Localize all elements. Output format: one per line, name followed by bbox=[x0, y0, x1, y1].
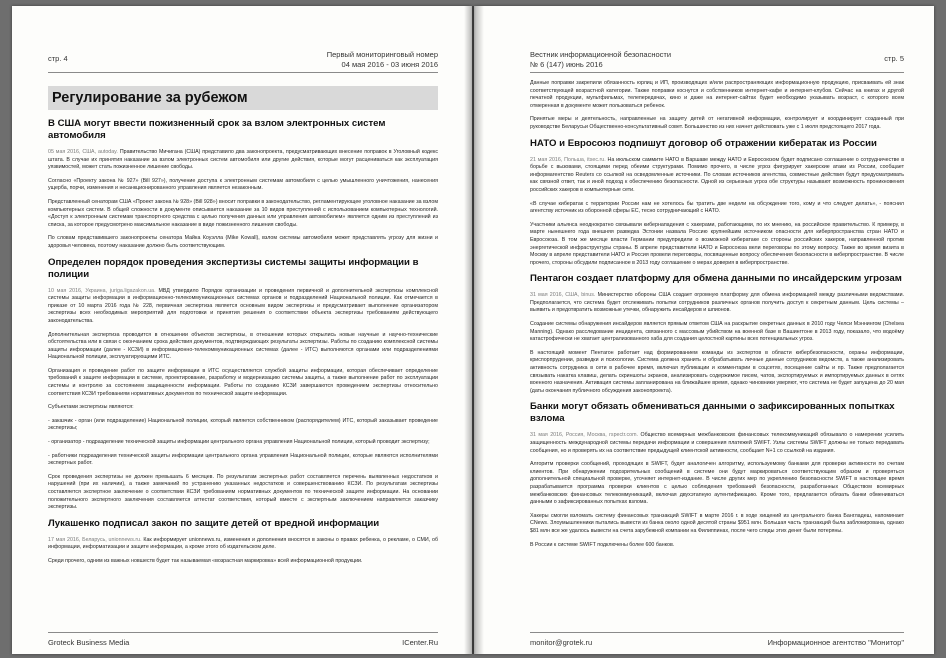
article-text: Создание системы обнаружения инсайдеров является прямым ответом США на раскрытие секретных данных в 2010 году Челси Мэннингом (Chelsea Manning). Однако расследование инцидента, связанного с массовым убийством на военной базе в Вашингтоне в 2013 году, показало, что водоёму катастрофически не хватает централизованного хаба для создания целостной картины всех потенциальных угроз. bbox=[530, 321, 904, 343]
right-page-inner bbox=[530, 6, 904, 654]
article-source-line: 31 мая 2016, США, binus. bbox=[530, 292, 596, 299]
article-paragraph bbox=[48, 199, 438, 229]
article-paragraph bbox=[530, 222, 904, 268]
article-paragraph bbox=[48, 332, 438, 362]
left-articles bbox=[48, 118, 438, 566]
article bbox=[48, 118, 438, 251]
section-title: Регулирование за рубежом bbox=[48, 86, 438, 110]
article bbox=[530, 138, 904, 268]
article-title: В США могут ввести пожизненный срок за взлом электронных систем автомобиля bbox=[48, 118, 386, 141]
page-number-right: стр. 5 bbox=[884, 54, 904, 63]
right-page bbox=[474, 6, 934, 654]
article-paragraph bbox=[530, 157, 904, 195]
right-page-header bbox=[530, 46, 904, 74]
article-text: - организатор - подразделение технической защиты информации центрального органа управления Национальной полиции, который проводит экспертизу; bbox=[48, 439, 430, 446]
right-header-rule bbox=[530, 72, 904, 73]
left-page-inner bbox=[48, 6, 438, 654]
article-text: Дополнительная экспертиза проводится в отношении объектов экспертизы, в отношении которых открылись новые научные и научно-технические обстоятельства или в связи с окончанием срока действия документов, подтверждающих результаты экспертизы. Работы по созданию комплексной системы защиты информации (далее - КСЗИ) в информационно-телекоммуникационных системах (далее - ИТС) выполняются органами или подразделениями Национальной полиции, эксплуатирующими ИТС. bbox=[48, 331, 438, 361]
footer-site: ICenter.Ru bbox=[402, 638, 438, 647]
article-text: В России к системе SWIFT подключены более 600 банков. bbox=[530, 541, 675, 548]
article bbox=[530, 401, 904, 549]
article bbox=[530, 273, 904, 395]
right-intro bbox=[530, 80, 904, 132]
left-header-rule bbox=[48, 72, 438, 73]
footer-publisher: Groteck Business Media bbox=[48, 638, 130, 647]
left-header-line1: Первый мониторинговый номер bbox=[326, 50, 438, 59]
right-header-line1: Вестник информационной безопасности bbox=[530, 50, 672, 59]
left-page-header bbox=[48, 46, 438, 74]
right-page-content bbox=[530, 80, 904, 620]
article-source-line: 17 мая 2016, Беларусь, unionnews.ru. bbox=[48, 536, 142, 543]
article-title: НАТО и Евросоюз подпишут договор об отражении кибератак из России bbox=[530, 137, 877, 149]
right-page-footer bbox=[530, 632, 904, 652]
article-text: Министерство обороны США создает огромную платформу для обмена информацией между различными ведомствами. Предполагается, что система будет отслеживать попытки сотрудников различных органов получить доступ к секретным данным. Цель системы – выявить и предотвратить возможные утечки, обнаружить инсайдеров и шпионов. bbox=[530, 292, 904, 314]
article-paragraph bbox=[48, 418, 438, 433]
article-text: На июльском саммите НАТО в Варшаве между НАТО и Евросоюзом будет подписано соглашение о сотрудничестве в борьбе с вызовами, стоящими перед обеими структурами. Помимо прочего, в числе угроз фигурирует хакерские атаки из России, сообщает информагентство Reuters со ссылкой на осведомленные источники. По словам источников агентства, совместные действия будут предусматривать как связной ответ, так и иной подход к обеспечению безопасности. Одной из серьезных угроз обе структуры называют возможность проникновения российских хакеров в компьютерные сети. bbox=[530, 156, 904, 193]
article-text: МВД утвердило Порядок организации и проведения первичной и дополнительной экспертизы комплексной системы защиты информации в информационно-телекоммуникационных системах органов и подразделений Национальной полиции. Как отмечается в приказе от 10 марта 2016 года № 228, первичная экспертиза является основным видом экспертизы и предусматривает выполнение организатором экспертизы всех необходимых мероприятий для подготовки и принятия решения о соответствии объекта экспертизы требованиям действующего законодательства. bbox=[48, 287, 438, 324]
page-number-left: стр. 4 bbox=[48, 54, 68, 63]
article bbox=[48, 518, 438, 566]
article-paragraph bbox=[48, 439, 438, 447]
article-text: Участники альянса неоднократно связывали кибернападения с хакерами, работающими, по их мнению, на российское правительство. К примеру, в марте нынешнего года внешняя разведка Эстонии назвала Россию крупнейшим источником опасности для киберпространства стран НАТО и Евросоюза. В том же месяце власти Германии предупредили о возможной кибератаке со стороны российских хакеров, направленной против энергетической инфраструктуры страны. В апреле представители НАТО и Евросоюза вели переговоры по этому вопросу. Также во время визита в Москву в апреле представители НАТО и Россия провели переговоры, посвященные вопросу обеспечения безопасности в киберпространстве. В числе прочего, стороны обсудили подписанное в 2013 году соглашение о мерах доверия в киберпространстве. bbox=[530, 221, 904, 266]
left-page-content bbox=[48, 86, 438, 620]
left-header-info bbox=[327, 50, 438, 70]
article-text: Как информирует unionnews.ru, изменения и дополнения вносятся в законы о правах ребенка, о рекламе, о СМИ, об информации, информатизации и защите информации, а кроме этого об издательском деле. bbox=[48, 536, 438, 551]
article-paragraph bbox=[530, 542, 904, 550]
article-paragraph bbox=[530, 461, 904, 507]
article-text: В настоящий момент Пентагон работает над формированием команды из экспертов в области кибербезопасности, охраны информации, криспорпрудении, разведки и психологии. Система должна хранить и обрабатывать личные данные сотрудников ведомств, а также анализировать активность сотрудника в сети в рабочее время, включая публикации и комментарии в соцсетях, посещение сайты и пр. Также предполагается связывать накатка клавиш, делать скриншоты экранов, анализировать содержимое писем, чатов, экспортируемых и импортируемых данных в сетях военного назначения. Активация системы запланирована на ближайшее время, однако чиновники уверяют, что система не будет запущена до 20 мая (даты окончания публичного обсуждения законопроекта). bbox=[530, 349, 904, 394]
article-text: Срок проведения экспертизы не должен превышать 6 месяцев. По результатам экспертных работ составляется перечень выявленных недостатков и нарушений (при их наличии), а также замечаний по устранению указанных недостатков и совершенствованию КСЗИ. По результатам экспертизы составляется экспертное заключение о соответствии КСЗИ требованиям нормативных документов по технической защите информации. На основании положительного экспертного заключения составляется аттестат соответствия, который вместе с экспертным заключением направляется заказчику экспертизы. bbox=[48, 473, 438, 511]
article-paragraph bbox=[48, 474, 438, 512]
right-articles bbox=[530, 138, 904, 550]
right-header-info bbox=[530, 50, 671, 70]
article-source-line: 21 мая 2016, Польша, itsec.ru. bbox=[530, 156, 606, 163]
article-paragraph bbox=[530, 292, 904, 315]
article-paragraph bbox=[530, 321, 904, 344]
left-header-line2: 04 мая 2016 - 03 июня 2016 bbox=[341, 60, 438, 69]
article-text: - заказчик - орган (или подразделение) Национальной полиции, который является собственником (распорядителем) ИТС, который заказывает проведение экспертизы; bbox=[48, 417, 438, 432]
article-text: По словам представившего законопроекты сенатора Майка Коуэлла (Mike Kowall), взлом системы автомобиля может представлять угрозу для жизни и здоровья человека, поэтому наказание должно быть соответствующим. bbox=[48, 235, 438, 249]
article-text: Общество всемирных межбанковских финансовых телекоммуникаций обязывало о намерении усилить защищенность международной системы передачи информации и совершения платежей SWIFT. Узлы системы SWIFT должны не только передавать сообщения, но и проверять их на соответствие предыдущей клиентской активности, сообщает N+1 со ссылкой на издания. bbox=[530, 432, 904, 454]
footer-email: monitor@grotek.ru bbox=[530, 638, 593, 647]
article-text: Представленный сенаторам США «Проект закона № 928» (Bill 928») вносит поправки в законодательство, регламентирующее уголовное наказание за взлом компьютерных систем. В общей сложности в документе описывается наказание за 10 видов преступлений с использованием компьютерных технологий. «Доступ к электронным системам транспортного средства с целью получения данных или управления автомобилем» является одним из преступлений из списка, за которое предусмотрено максимальное наказание в виде пожизненного лишения свободы. bbox=[48, 198, 438, 228]
article-paragraph bbox=[48, 453, 438, 468]
article-title: Определен порядок проведения экспертизы системы защиты информации в полиции bbox=[48, 256, 419, 280]
article-paragraph bbox=[48, 368, 438, 398]
article-paragraph bbox=[530, 432, 904, 455]
intro-paragraph: Принятые меры и деятельность, направленные на защиту детей от негативной информации, контролирует и координирует созданный при руководстве Беларусьи Общественно-консультативный совет. Большинство из них начнет действовать уже с 1 июля предстоящего 2017 года. bbox=[530, 116, 904, 130]
article-text: Алгоритм проверки сообщений, проходящих в SWIFT, будет аналогичен алгоритму, используемому банками для проверки активности по счетам клиентов. При обнаружении подозрительных сообщений в системе они будут маркироваться соответствующим образом и проверяться дополнительной специальной проверке, уточняет интернет-издание. В числе других мер по укреплению безопасности SWIFT в настоящее время разрабатывается программа проверки клиентов с целью соблюдения требований безопасности, разработанных Обществом всемирных межбанковских финансовых телекоммуникаций, включая двухэтапную аутентификацию. Кроме того, предлагается обязать банки обмениваться данными о зафиксированных попытках взлома. bbox=[530, 461, 904, 506]
article-text: Согласно «Проекту закона № 927» (Bill 927»), получение доступа к электронным системам автомобиля с целью умышленного уничтожения, нанесения ущерба, порчи, изменения и несанкционированного управления является незаконным. bbox=[48, 177, 438, 192]
left-page-footer bbox=[48, 632, 438, 652]
article-paragraph bbox=[48, 288, 438, 326]
article-paragraph bbox=[48, 178, 438, 193]
article-text: - работники подразделения технической защиты информации центрального органа управления Национальной полиции, которые являются исполнителями экспертных работ. bbox=[48, 452, 438, 467]
article-paragraph bbox=[48, 558, 438, 566]
footer-agency: Информационное агентство "Монитор" bbox=[767, 638, 904, 647]
article-source-line: 10 мая 2016, Украина, juriga.ligazakon.ua. bbox=[48, 287, 156, 294]
article-paragraph bbox=[48, 235, 438, 250]
article-text: Среди прочего, одним из важных новшеств будет так называемая «возрастная маркировка» всей информационной продукции. bbox=[48, 557, 363, 564]
left-page bbox=[12, 6, 472, 654]
article-title: Лукашенко подписал закон по защите детей от вредной информации bbox=[48, 517, 380, 529]
article-title: Банки могут обязать обмениваться данными о зафиксированных попытках взлома bbox=[530, 401, 895, 425]
article bbox=[48, 257, 438, 512]
article-paragraph bbox=[530, 513, 904, 536]
article-text: Хакеры смогли взломать систему финансовых транзакций SWIFT в марте 2016 г. в ходе хищений из центрального банка Бангладеш, напоминает CNews. Злоумышленники пытались вывести из банка около одной десятой страны $951 млн. Большая часть транзакций была заблокирована, однако $81 млн все же удалось вывести на счета зарубежной компании на Филиппинах, после чего следы этих денег были потеряны. bbox=[530, 512, 904, 534]
article-paragraph bbox=[48, 404, 438, 412]
article-text: Правительство Мичигана (США) представило два законопроекта, предусматривающих внесение поправок в Уголовный кодекс штата. В случае их принятия наказание за взлом электронных систем автомобиля или другие действия, которые могут расцениваться как эксплуатация уязвимостей, может стать пожизненное лишение свободы. bbox=[48, 149, 438, 171]
article-source-line: 31 мая 2016, Россия, Москва, rspectr.com. bbox=[530, 432, 639, 439]
article-source-line: 05 мая 2016, США, autoday. bbox=[48, 149, 118, 155]
article-text: Субъектами экспертизы являются: bbox=[48, 404, 134, 411]
article-title: Пентагон создает платформу для обмена данными по инсайдерским угрозам bbox=[530, 273, 902, 285]
article-text: Организация и проведение работ по защите информации в ИТС осуществляется службой защиты информации, которая обеспечивает определение требований к защите информации в системе, проектирование, разработку и модернизацию системы защиты, а также выполнение работ по эксплуатации системы и контролю за состоянием защищенности информации. Работы по созданию КСЗИ завершаются проведением экспертизы относительно соответствия КСЗИ требованиям нормативных документов по технической защите информации. bbox=[48, 367, 438, 397]
article-paragraph bbox=[48, 537, 438, 552]
article-paragraph bbox=[48, 149, 438, 172]
article-paragraph bbox=[530, 201, 904, 216]
article-paragraph bbox=[530, 350, 904, 396]
article-text: «В случае кибератак с территории России нам не хотелось бы тратить две недели на обсуждение того, кому и что следует делать», - пояснил агентству источник из оборонной сферы ЕС, тесно сотрудничающий с НАТО. bbox=[530, 200, 904, 215]
right-header-line2: № 6 (147) июнь 2016 bbox=[530, 60, 603, 69]
intro-paragraph: Данные поправки закрепили обязанность юрлиц и ИП, производящих и/или распространяющих информационную продукцию, присваивать ей знак соответствующей возрастной категории. Также поправки коснутся и собственников интернет-кафе и интернет-клубов. Сейчас на книгах и другой печатной продукции, мультфильмах, телепередачах, кино и даже на интернет-сайтах будет необходимо указывать возраст, с которого всем отмеренная в документе может пользоваться ребенок. bbox=[530, 80, 904, 109]
